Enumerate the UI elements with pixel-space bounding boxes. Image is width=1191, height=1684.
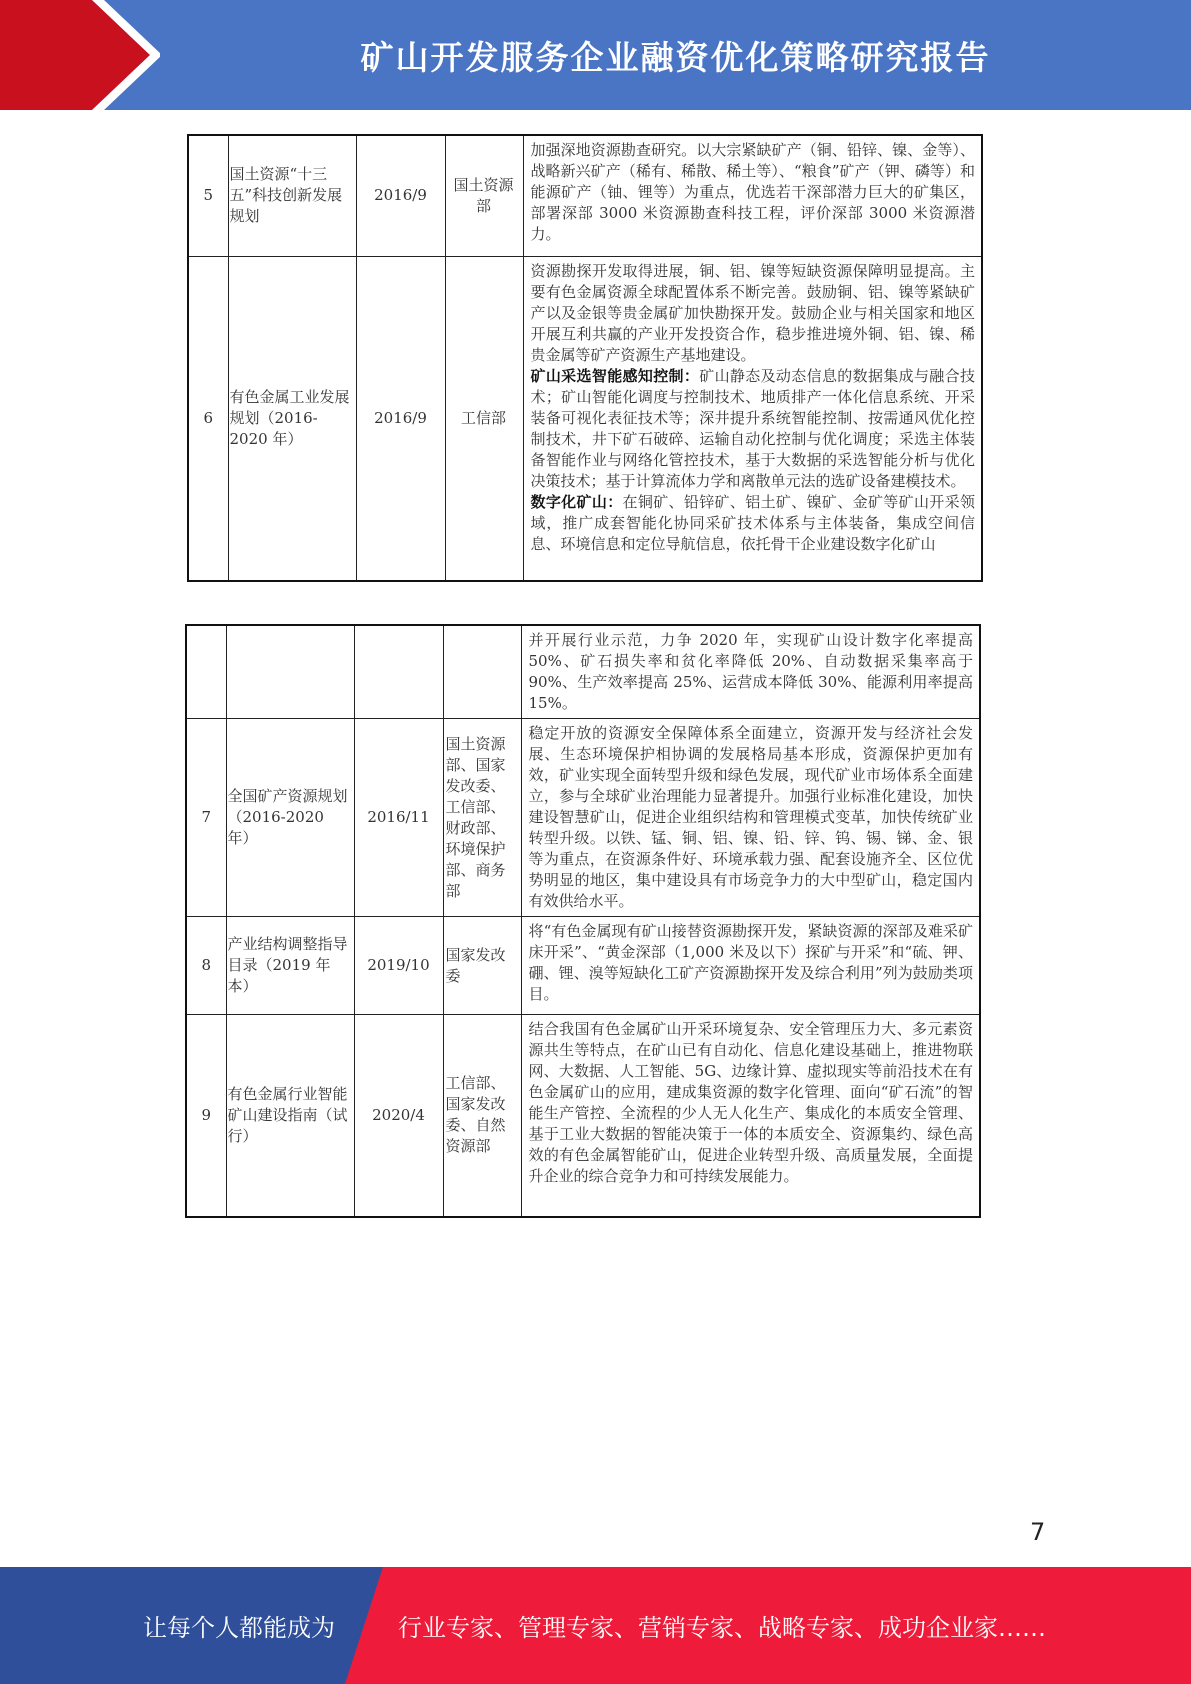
content-heading: 数字化矿山： xyxy=(530,492,623,511)
table-row xyxy=(186,1015,980,1217)
issue-date: 2016/9 xyxy=(356,256,445,581)
issue-date: 2020/4 xyxy=(354,1015,443,1217)
content-paragraph: 加强深地资源勘查研究。以大宗紧缺矿产（铜、铅锌、镍、金等）、战略新兴矿产（稀有、稀散、稀土等）、“粮食”矿产（钾、磷等）和能源矿产（铀、锂等）为重点，优选若干深部潜力巨大的矿集区，部署深部 3000 米资源勘查科技工程，评价深部 3000 米资源潜力。 xyxy=(530,141,975,243)
table-row xyxy=(188,135,982,256)
table-row xyxy=(186,917,980,1015)
issuing-department: 国土资源部 xyxy=(445,135,523,256)
row-number: 6 xyxy=(188,256,228,581)
row-number: 5 xyxy=(188,135,228,256)
table-row xyxy=(186,625,980,719)
footer-slogan-right: 行业专家、管理专家、营销专家、战略专家、成功企业家…… xyxy=(398,1614,1046,1642)
policy-table-1 xyxy=(187,134,983,582)
content-paragraph: 矿山采选智能感知控制：矿山静态及动态信息的数据集成与融合技术；矿山智能化调度与控制技术、地质排产一体化信息系统、开采装备可视化表征技术等；深井提升系统智能控制、按需通风优化控制技术，井下矿石破碎、运输自动化控制与优化调度；采选主体装备智能作业与网络化管控技术，基于大数据的采选智能分析与优化决策技术；基于计算流体力学和离散单元法的选矿设备建模技术。 xyxy=(530,366,975,490)
report-title: 矿山开发服务企业融资优化策略研究报告 xyxy=(360,37,991,77)
footer-banner xyxy=(0,1567,1191,1684)
page-number: 7 xyxy=(1030,1518,1046,1546)
policy-table-2 xyxy=(185,624,981,1218)
policy-name: 有色金属工业发展规划（2016-2020 年） xyxy=(228,256,356,581)
policy-content xyxy=(523,135,982,256)
policy-content: 稳定开放的资源安全保障体系全面建立，资源开发与经济社会发展、生态环境保护相协调的发展格局基本形成，资源保护更加有效，矿业实现全面转型升级和绿色发展，现代矿业市场体系全面建立，参与全球矿业治理能力显著提升。加强行业标准化建设，加快建设智慧矿山，促进企业组织结构和管理模式变革，加快传统矿业转型升级。以铁、锰、铜、铝、镍、铅、锌、钨、锡、锑、金、银等为重点，在资源条件好、环境承载力强、配套设施齐全、区位优势明显的地区，集中建设具有市场竞争力的大中型矿山，稳定国内有效供给水平。 xyxy=(521,719,980,917)
policy-content xyxy=(523,256,982,581)
issue-date: 2016/11 xyxy=(354,719,443,917)
table-row xyxy=(186,719,980,917)
policy-content: 将“有色金属现有矿山接替资源勘探开发，紧缺资源的深部及难采矿床开采”、“黄金深部（1,000 米及以下）探矿与开采”和“硫、钾、硼、锂、溴等短缺化工矿产资源勘探开发及综合利用”列为鼓励类项目。 xyxy=(521,917,980,1015)
policy-name: 全国矿产资源规划（2016-2020 年） xyxy=(226,719,354,917)
issuing-department: 工信部、国家发改委、自然资源部 xyxy=(443,1015,521,1217)
policy-content: 结合我国有色金属矿山开采环境复杂、安全管理压力大、多元素资源共生等特点，在矿山已有自动化、信息化建设基础上，推进物联网、大数据、人工智能、5G、边缘计算、虚拟现实等前沿技术在有色金属矿山的应用，建成集资源的数字化管理、面向“矿石流”的智能生产管控、全流程的少人无人化生产、集成化的本质安全管理、基于工业大数据的智能决策于一体的本质安全、资源集约、绿色高效的有色金属智能矿山，促进企业转型升级、高质量发展，全面提升企业的综合竞争力和可持续发展能力。 xyxy=(521,1015,980,1217)
content-paragraph: 资源勘探开发取得进展，铜、铝、镍等短缺资源保障明显提高。主要有色金属资源全球配置体系不断完善。鼓励铜、铝、镍等紧缺矿产以及金银等贵金属矿加快勘探开发。鼓励企业与相关国家和地区开展互利共赢的产业开发投资合作，稳步推进境外铜、铝、镍、稀贵金属等矿产资源生产基地建设。 xyxy=(530,261,975,364)
issuing-department: 国家发改委 xyxy=(443,917,521,1015)
issue-date: 2016/9 xyxy=(356,135,445,256)
issue-date: 2019/10 xyxy=(354,917,443,1015)
issuing-department: 工信部 xyxy=(445,256,523,581)
header-banner xyxy=(0,0,1191,110)
row-number: 8 xyxy=(186,917,226,1015)
content-paragraph: 数字化矿山：在铜矿、铅锌矿、铝土矿、镍矿、金矿等矿山开采领域，推广成套智能化协同采矿技术体系与主体装备，集成空间信息、环境信息和定位导航信息，依托骨干企业建设数字化矿山 xyxy=(530,492,975,553)
content-heading: 矿山采选智能感知控制： xyxy=(530,366,700,385)
policy-name: 产业结构调整指导目录（2019 年本） xyxy=(226,917,354,1015)
issuing-department: 国土资源部、国家发改委、工信部、财政部、环境保护部、商务部 xyxy=(443,719,521,917)
policy-name: 有色金属行业智能矿山建设指南（试行） xyxy=(226,1015,354,1217)
table-row xyxy=(188,256,982,581)
policy-content-continued: 并开展行业示范，力争 2020 年，实现矿山设计数字化率提高 50%、矿石损失率和贫化率降低 20%、自动数据采集率高于 90%、生产效率提高 25%、运营成本降低 30%、能源利用率提高 15%。 xyxy=(521,625,980,719)
row-number: 7 xyxy=(186,719,226,917)
policy-name: 国土资源“十三五”科技创新发展规划 xyxy=(228,135,356,256)
footer-slogan-left: 让每个人都能成为 xyxy=(143,1614,335,1642)
row-number: 9 xyxy=(186,1015,226,1217)
chevron-logo-icon xyxy=(0,0,160,110)
